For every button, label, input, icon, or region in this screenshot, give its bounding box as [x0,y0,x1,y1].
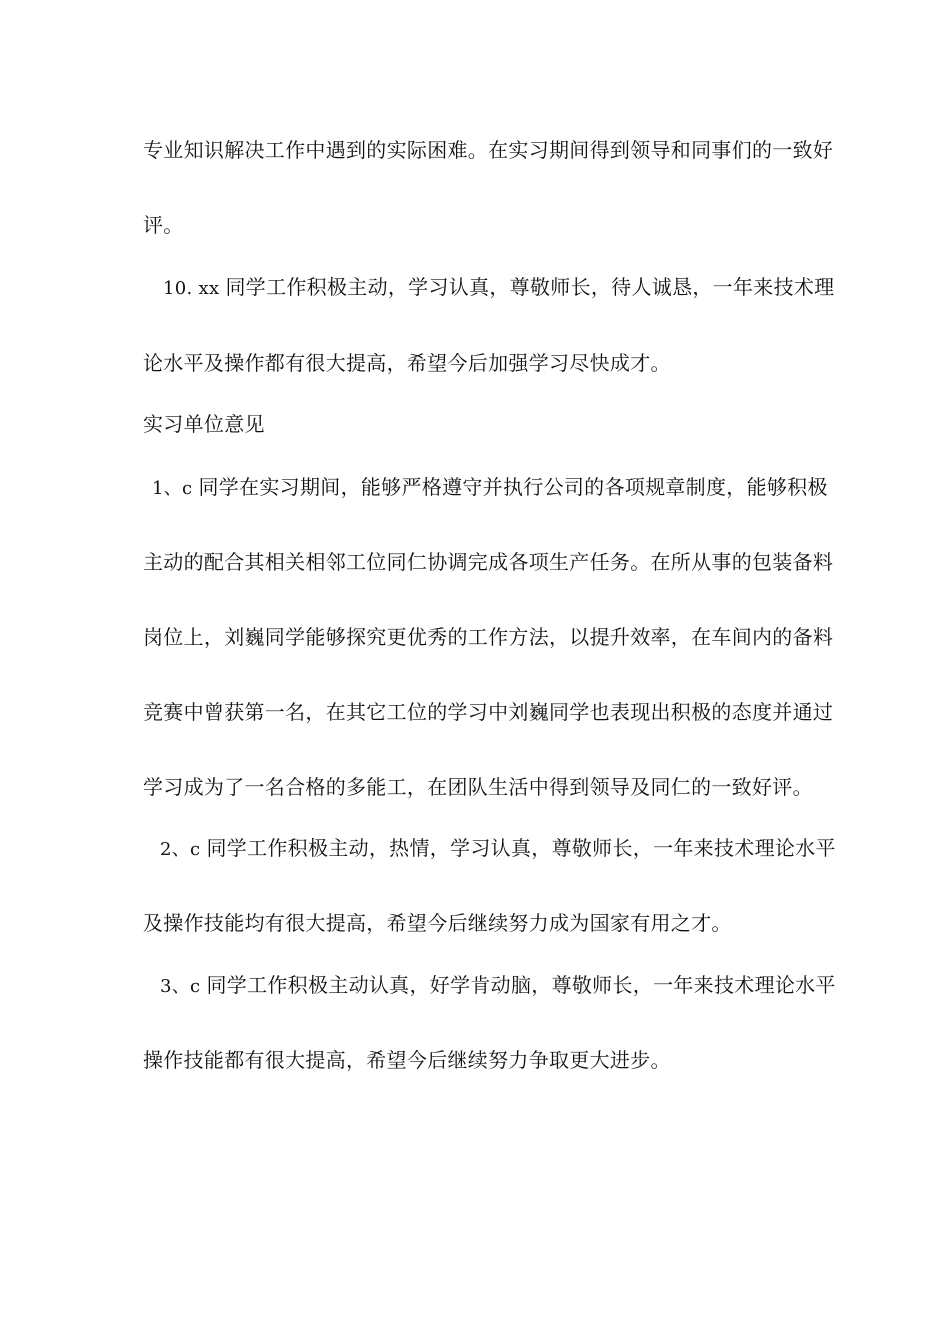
line-text: 论水平及操作都有很大提高，希望今后加强学习尽快成才。 [143,351,671,375]
line-text: 学习成为了一名合格的多能工，在团队生活中得到领导及同仁的一致好评。 [143,775,813,799]
paragraph-line [143,550,834,574]
item-number: 3、c [160,976,207,997]
paragraph-line [143,625,834,649]
list-item-2 [160,836,840,862]
line-text: 操作技能都有很大提高，希望今后继续努力争取更大进步。 [143,1048,671,1072]
paragraph-line [143,138,834,162]
list-item-3 [160,973,840,999]
paragraph-line [143,1048,823,1072]
line-text: 竞赛中曾获第一名，在其它工位的学习中刘巍同学也表现出积极的态度并通过 [143,700,834,724]
line-text: 同学工作积极主动，学习认真，尊敬师长，待人诚恳，一年来技术理 [225,275,835,299]
line-text: 岗位上，刘巍同学能够探究更优秀的工作方法，以提升效率，在车间内的备料 [143,625,834,649]
list-item-1 [152,475,832,501]
line-text: 同学在实习期间，能够严格遵守并执行公司的各项规章制度，能够积极 [198,475,828,499]
paragraph-line [143,351,823,375]
paragraph-line [143,911,823,935]
line-text: 评。 [143,213,184,237]
section-heading [143,412,823,436]
item-number: 1、c [152,478,199,499]
paragraph-line [143,700,834,724]
paragraph-line [143,213,823,237]
line-text: 及操作技能均有很大提高，希望今后继续努力成为国家有用之才。 [143,911,732,935]
item-number: 2、c [160,839,207,860]
heading-text: 实习单位意见 [143,412,265,436]
line-text: 主动的配合其相关相邻工位同仁协调完成各项生产任务。在所从事的包装备料 [143,550,834,574]
line-text: 同学工作积极主动认真，好学肯动脑，尊敬师长，一年来技术理论水平 [206,973,836,997]
line-text: 同学工作积极主动，热情，学习认真，尊敬师长，一年来技术理论水平 [206,836,836,860]
line-text: 专业知识解决工作中遇到的实际困难。在实习期间得到领导和同事们的一致好 [143,138,834,162]
item-number: 10. xx [163,278,226,299]
list-item-10 [163,275,843,301]
paragraph-line [143,775,823,799]
